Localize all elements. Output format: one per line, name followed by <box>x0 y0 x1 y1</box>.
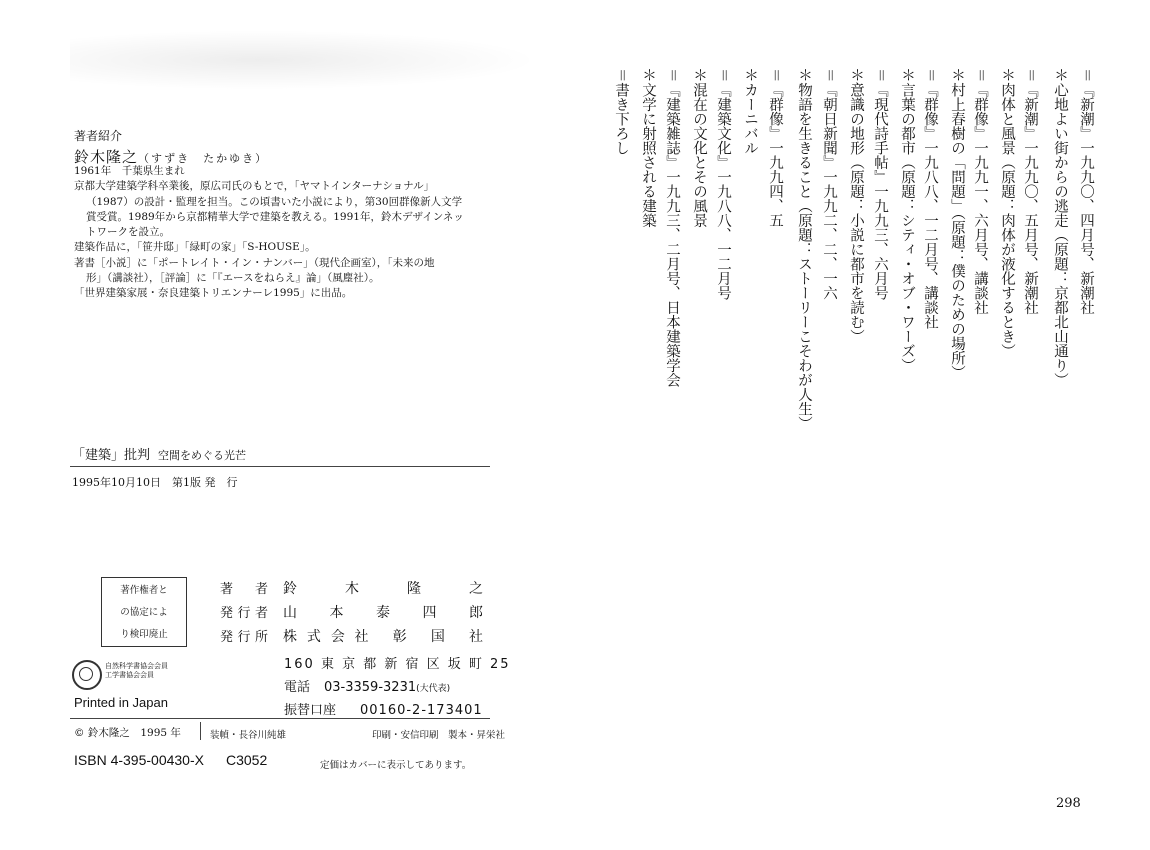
divider <box>200 722 201 740</box>
source-line: ＊肉体と風景（原題：肉体が液化するとき） <box>999 68 1015 358</box>
bio-line: 「世界建築家展・奈良建築トリエンナーレ1995」に出品。 <box>74 287 353 300</box>
association-line: 自然科学書協会会員 <box>105 662 168 670</box>
source-line: ＝『朝日新聞』一九九二、二、一六 <box>821 68 837 300</box>
source-line: ＊混在の文化とその風景 <box>691 68 707 228</box>
bio-line: 形」（講談社），［評論］に「『エースをねらえ』論」（風塵社）。 <box>86 272 380 285</box>
source-line: ＝『群像』一九八八、一二月号、講談社 <box>922 68 938 329</box>
stamp-line: 著作権者と <box>120 585 168 596</box>
source-line: ＊村上春樹の「問題」（原題：僕のための場所） <box>949 68 965 380</box>
book-title: 「建築」批判 <box>72 448 151 463</box>
divider <box>70 718 490 719</box>
bio-heading: 著者紹介 <box>74 129 123 143</box>
bio-line: （1987）の設計・監理を担当。この頃書いた小説により，第30回群像新人文学 <box>86 195 463 208</box>
author-name-reading: （すずき たかゆき） <box>138 152 269 165</box>
account-line <box>284 699 483 718</box>
source-line: ＝『現代詩手帖』一九九三、六月号 <box>872 68 888 300</box>
account-label: 振替口座 <box>284 703 337 718</box>
isbn: ISBN 4-395-00430-X <box>74 752 204 768</box>
author-value: 鈴木隆之 <box>283 581 483 597</box>
author-name: 鈴木隆之 <box>74 148 139 166</box>
source-line: ＊意識の地形（原題：小説に都市を読む） <box>848 68 864 344</box>
source-line: ＝『新潮』一九九〇、四月号、新潮社 <box>1078 68 1094 315</box>
author-label: 著者 <box>220 582 268 597</box>
associations <box>105 662 168 680</box>
book-subtitle: 空間をめぐる光芒 <box>158 449 247 462</box>
source-line: ＝『群像』一九九一、六月号、講談社 <box>972 68 988 315</box>
book-title-line <box>72 444 246 463</box>
bio-line: 著書［小説］に「ポートレイト・イン・ナンバー」（現代企画室），「未来の地 <box>74 256 435 269</box>
bio-line: 京都大学建築学科卒業後，原広司氏のもとで，「ヤマトインターナショナル」 <box>74 180 435 193</box>
source-line: ＊文学に射照される建築 <box>640 68 656 228</box>
divider <box>70 466 490 467</box>
company-value: 株式会社 彰 国 社 <box>283 629 483 645</box>
publisher-label: 発行者 <box>220 606 268 621</box>
copyright: © 鈴木隆之 1995 年 <box>74 727 181 739</box>
source-line: ＝『新潮』一九九〇、五月号、新潮社 <box>1022 68 1038 315</box>
account-number: 00160-2-173401 <box>360 703 483 718</box>
tel-label: 電話 <box>284 680 311 695</box>
publisher-address: 160 東 京 都 新 宿 区 坂 町 25 <box>284 657 511 672</box>
publisher-value: 山本泰四郎 <box>283 605 483 621</box>
edition-date: 1995年10月10日 第1版 発 行 <box>72 476 238 489</box>
association-line: 工学書協会会員 <box>105 671 154 679</box>
source-line: ＝書き下ろし <box>613 68 629 155</box>
source-line: ＊カーニバル <box>742 68 758 155</box>
bio-line: 1961年 千葉県生まれ <box>74 165 185 177</box>
bio-line: 建築作品に，「笹井邸」「緑町の家」「S-HOUSE」。 <box>74 241 316 254</box>
isbn-line <box>74 752 267 768</box>
printed-in: Printed in Japan <box>74 695 168 710</box>
bio-line: 賞受賞。1989年から京都精華大学で建築を教える。1991年，鈴木デザインネッ <box>86 210 464 223</box>
page-number: 298 <box>1056 796 1081 811</box>
copyright-stamp-box <box>101 577 187 647</box>
source-line: ＝『群像』一九九四、五 <box>767 68 783 228</box>
tel-number: 03-3359-3231 <box>324 680 417 695</box>
c-code: C3052 <box>225 752 268 768</box>
price-note: 定価はカバーに表示してあります。 <box>320 760 472 771</box>
source-line: ＝『建築雑誌』一九九三、二月号、日本建築学会 <box>664 68 680 387</box>
bio-line: トワークを設立。 <box>86 226 170 239</box>
stamp-line: り検印廃止 <box>120 629 168 640</box>
show-through-shadow <box>70 30 540 90</box>
bio-text <box>74 164 514 302</box>
stamp-line: の協定によ <box>120 607 168 618</box>
tel-note: (大代表) <box>416 684 451 694</box>
printing-credit: 印刷・安信印刷 製本・昇栄社 <box>372 730 506 741</box>
source-line: ＊物語を生きること（原題：ストーリーこそわが人生） <box>796 68 812 431</box>
association-seal-icon <box>72 660 102 690</box>
source-line: ＝『建築文化』一九八八、一二月号 <box>715 68 731 300</box>
source-line: ＊心地よい街からの逃走（原題：京都北山通り） <box>1052 68 1068 387</box>
telephone-line <box>284 676 450 695</box>
source-line: ＊言葉の都市（原題：シティ・オブ・ワーズ） <box>899 68 915 373</box>
company-label: 発行所 <box>220 630 268 645</box>
binding-credit: 装幀・長谷川純雄 <box>210 730 287 741</box>
